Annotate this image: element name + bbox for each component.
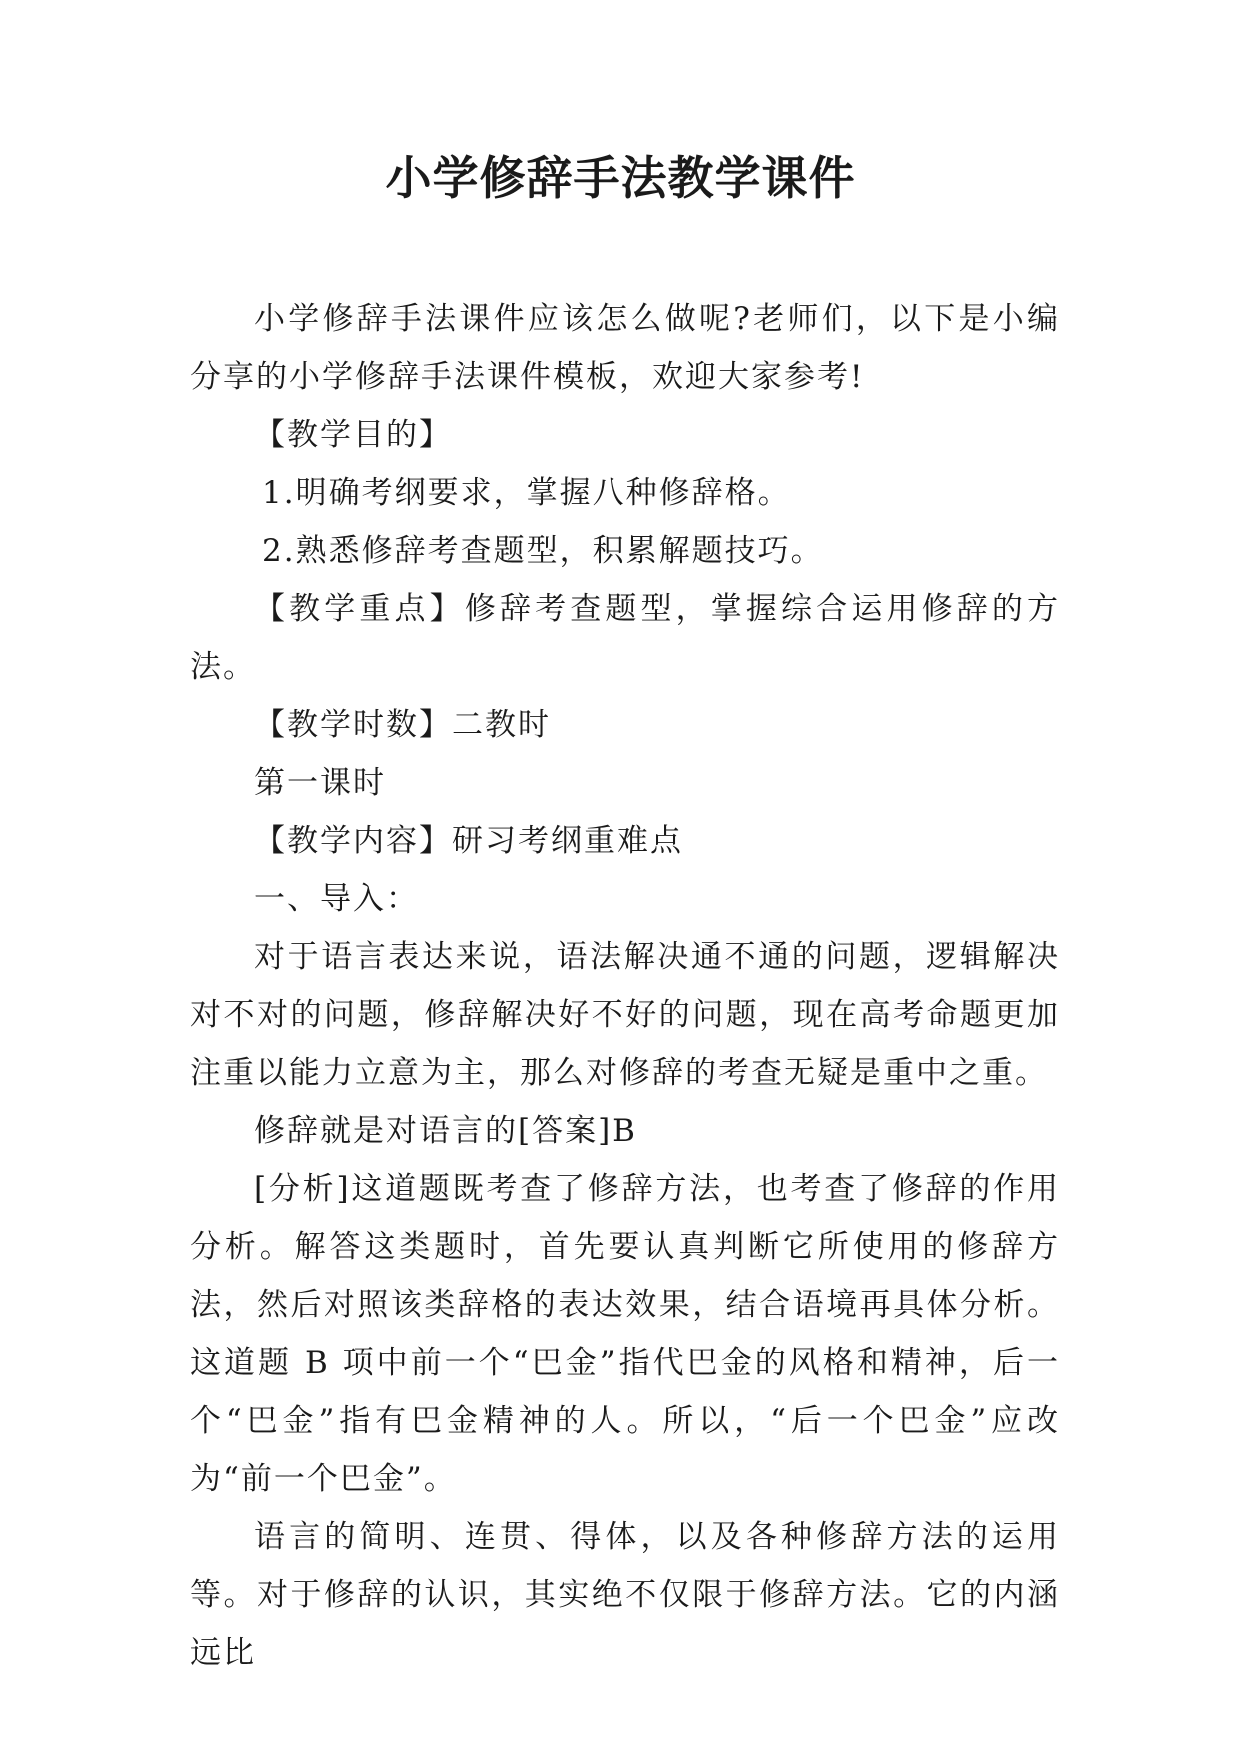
- paragraph-language-usage: 语言的简明、连贯、得体，以及各种修辞方法的运用等。对于修辞的认识，其实绝不仅限于修辞方法。它的内涵远比: [190, 1519, 1060, 1671]
- heading-introduction: 一、导入：: [254, 881, 419, 917]
- paragraph-teaching-content: 【教学内容】研习考纲重难点: [254, 823, 683, 859]
- paragraph-teaching-hours: 【教学时数】二教时: [254, 707, 551, 743]
- paragraph-intro: 小学修辞手法课件应该怎么做呢?老师们，以下是小编分享的小学修辞手法课件模板，欢迎大家参考!: [190, 301, 1060, 395]
- heading-teaching-goals: 【教学目的】: [254, 417, 452, 453]
- paragraph-answer: 修辞就是对语言的[答案]B: [254, 1113, 637, 1149]
- paragraph-language-expression: 对于语言表达来说，语法解决通不通的问题，逻辑解决对不对的问题，修辞解决好不好的问题，现在高考命题更加注重以能力立意为主，那么对修辞的考查无疑是重中之重。: [190, 939, 1060, 1091]
- list-item-goal-1: 1.明确考纲要求，掌握八种修辞格。: [262, 475, 791, 511]
- document-body: [190, 290, 1060, 1682]
- paragraph-teaching-focus: 【教学重点】修辞考查题型，掌握综合运用修辞的方法。: [190, 591, 1060, 685]
- paragraph-first-lesson: 第一课时: [254, 765, 386, 801]
- paragraph-analysis: [分析]这道题既考查了修辞方法，也考查了修辞的作用分析。解答这类题时，首先要认真判断它所使用的修辞方法，然后对照该类辞格的表达效果，结合语境再具体分析。这道题 B 项中前一个“巴金”指代巴金的风格和精神，后一个“巴金”指有巴金精神的人。所以，“后一个巴金”应改为“前一个巴金”。: [190, 1171, 1060, 1497]
- list-item-goal-2: 2.熟悉修辞考查题型，积累解题技巧。: [262, 533, 824, 569]
- document-title: 小学修辞手法教学课件: [385, 151, 856, 205]
